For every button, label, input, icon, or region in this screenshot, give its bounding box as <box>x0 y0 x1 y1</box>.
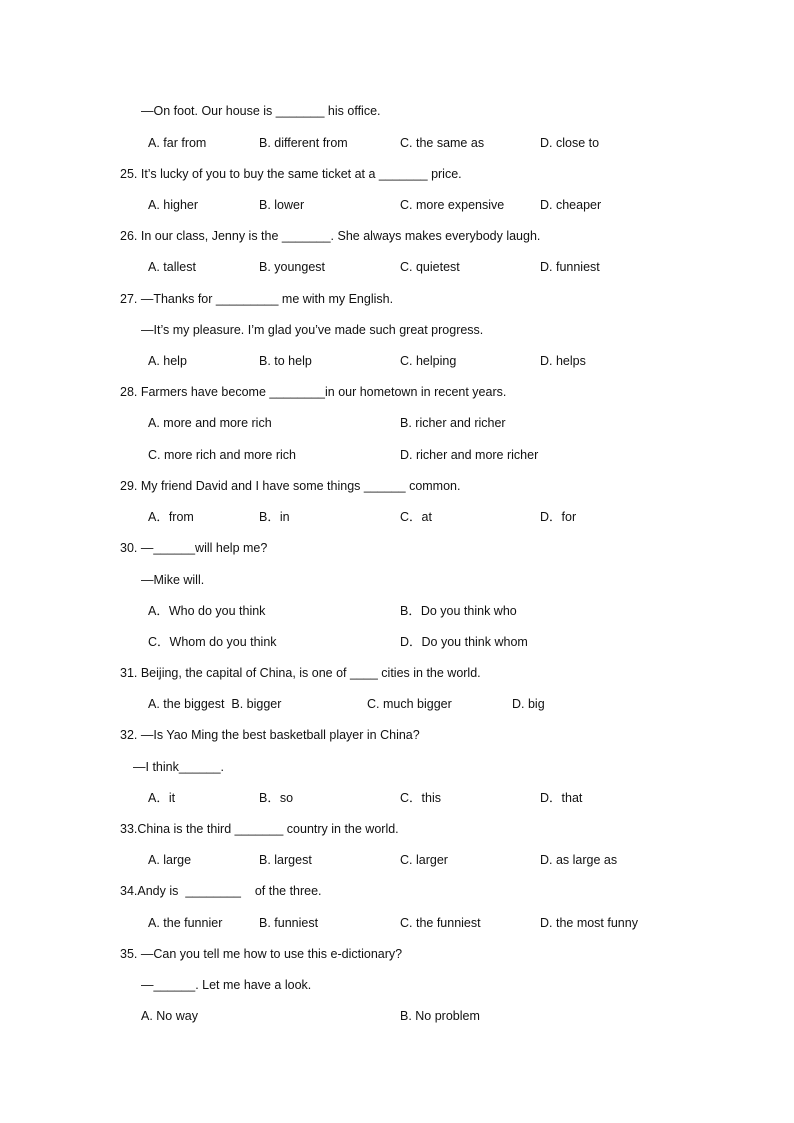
q33-option-a: A. large <box>148 853 192 867</box>
q27-option-c: C. helping <box>400 354 457 368</box>
q28-stem: 28. Farmers have become ________in our hometown in recent years. <box>120 385 507 399</box>
q26-option-b: B. youngest <box>259 260 326 274</box>
q27-option-d: D. helps <box>540 354 586 368</box>
q32-option-b: B．so <box>259 791 294 805</box>
q32-option-a: A．it <box>148 791 176 805</box>
q30-reply: —Mike will. <box>141 573 205 587</box>
q31-stem: 31. Beijing, the capital of China, is one of ____ cities in the world. <box>120 666 481 680</box>
q27-reply: —It’s my pleasure. I’m glad you’ve made such great progress. <box>141 323 484 337</box>
q24-option-d: D. close to <box>540 136 600 150</box>
q34-stem: 34.Andy is ________ of the three. <box>120 884 322 898</box>
q35-option-b: B. No problem <box>400 1009 480 1023</box>
q34-option-a: A. the funnier <box>148 916 223 930</box>
q26-stem: 26. In our class, Jenny is the _______. She always makes everybody laugh. <box>120 229 541 243</box>
q24-option-a: A. far from <box>148 136 207 150</box>
q33-option-d: D. as large as <box>540 853 618 867</box>
q35-option-a: A. No way <box>141 1009 198 1023</box>
q32-option-d: D．that <box>540 791 583 805</box>
q25-stem: 25. It’s lucky of you to buy the same ticket at a _______ price. <box>120 167 462 181</box>
q32-option-c: C．this <box>400 791 441 805</box>
q28-option-c: C. more rich and more rich <box>148 448 296 462</box>
q28-option-d: D. richer and more richer <box>400 448 539 462</box>
q32-reply: —I think______. <box>133 760 225 774</box>
q29-option-b: B．in <box>259 510 290 524</box>
q25-option-a: A. higher <box>148 198 199 212</box>
q25-option-b: B. lower <box>259 198 305 212</box>
q31-option-d: D. big <box>512 697 545 711</box>
q29-stem: 29. My friend David and I have some things ______ common. <box>120 479 461 493</box>
q33-stem: 33.China is the third _______ country in the world. <box>120 822 399 836</box>
q27-stem: 27. —Thanks for _________ me with my English. <box>120 292 394 306</box>
q30-option-a: A．Who do you think <box>148 604 266 618</box>
q34-option-d: D. the most funny <box>540 916 638 930</box>
q27-option-a: A. help <box>148 354 187 368</box>
q24-answer-line: —On foot. Our house is _______ his office. <box>141 104 381 118</box>
q29-option-c: C．at <box>400 510 432 524</box>
q24-option-b: B. different from <box>259 136 348 150</box>
q30-option-d: D．Do you think whom <box>400 635 528 649</box>
q33-option-b: B. largest <box>259 853 312 867</box>
q27-option-b: B. to help <box>259 354 312 368</box>
q24-option-c: C. the same as <box>400 136 485 150</box>
q35-reply: —______. Let me have a look. <box>141 978 312 992</box>
q30-option-b: B．Do you think who <box>400 604 517 618</box>
q28-option-b: B. richer and richer <box>400 416 506 430</box>
q26-option-c: C. quietest <box>400 260 460 274</box>
q31-option-ab: A. the biggest B. bigger <box>148 697 282 711</box>
q25-option-d: D. cheaper <box>540 198 602 212</box>
q33-option-c: C. larger <box>400 853 448 867</box>
q30-option-c: C．Whom do you think <box>148 635 277 649</box>
q29-option-a: A．from <box>148 510 194 524</box>
q29-option-d: D．for <box>540 510 577 524</box>
q34-option-c: C. the funniest <box>400 916 481 930</box>
q31-option-c: C. much bigger <box>367 697 452 711</box>
q32-stem: 32. —Is Yao Ming the best basketball player in China? <box>120 728 420 742</box>
q25-option-c: C. more expensive <box>400 198 505 212</box>
q35-stem: 35. —Can you tell me how to use this e-dictionary? <box>120 947 403 961</box>
q26-option-d: D. funniest <box>540 260 600 274</box>
q26-option-a: A. tallest <box>148 260 196 274</box>
q30-stem: 30. —______will help me? <box>120 541 268 555</box>
q34-option-b: B. funniest <box>259 916 319 930</box>
q28-option-a: A. more and more rich <box>148 416 272 430</box>
